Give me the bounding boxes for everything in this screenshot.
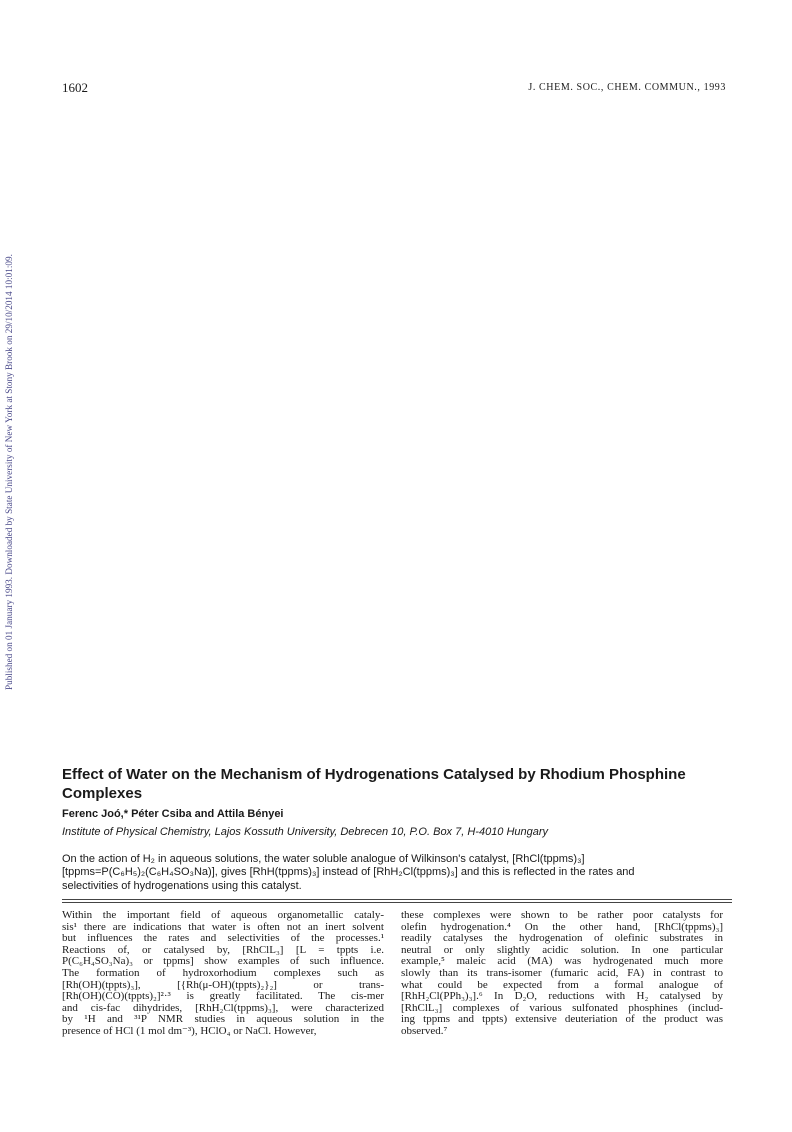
article-title: Effect of Water on the Mechanism of Hydrogenations Catalysed by Rhodium Phosphine Complexes [62, 766, 686, 802]
article-affiliation: Institute of Physical Chemistry, Lajos Kossuth University, Debrecen 10, P.O. Box 7, H-4010 Hungary [62, 826, 549, 838]
body-line: ing tppms and tppts) extensive deuteriation of the product was [401, 1013, 723, 1026]
body-line: what could be expected from a formal analogue of [401, 978, 723, 991]
body-line: presence of HCl (1 mol dm⁻³), HClO₄ or NaCl. However, [62, 1024, 317, 1037]
body-line: The formation of hydroxorhodium complexes such as [62, 966, 384, 979]
body-line: Within the important field of aqueous organometallic cataly- [62, 909, 384, 921]
body-line: [RhH₂Cl(PPh₃)₃].⁶ In D₂O, reductions with H₂ catalysed by [401, 990, 723, 1003]
body-line: observed.⁷ [401, 1024, 448, 1037]
abstract-line: On the action of H₂ in aqueous solutions, the water soluble analogue of Wilkinson's catalyst, [RhCl(tppms)₃] [62, 853, 585, 865]
journal-header: J. CHEM. SOC., CHEM. COMMUN., 1993 [528, 82, 726, 93]
body-line: slowly than its trans-isomer (fumaric acid, FA) in contrast to [401, 966, 723, 979]
body-line: and cis-fac dihydrides, [RhH₂Cl(tppms)₃], were characterized [62, 1001, 384, 1014]
abstract-line: selectivities of hydrogenations using this catalyst. [62, 879, 302, 892]
body-line: example,⁵ maleic acid (MA) was hydrogenated much more [401, 955, 723, 968]
body-line: P(C₆H₄SO₃Na)₃ or tppms] show examples of such influence. [62, 955, 384, 968]
body-line: olefin hydrogenation.⁴ On the other hand, [RhCl(tppms)₃] [401, 920, 723, 933]
body-line: neutral or only slightly acidic solution. In one particular [401, 943, 723, 956]
abstract-divider [62, 902, 732, 903]
article-authors: Ferenc Joó,* Péter Csiba and Attila Bényei [62, 808, 284, 820]
abstract-divider [62, 899, 732, 900]
body-line: [RhClL₃] complexes of various sulfonated phosphines (includ- [401, 1001, 723, 1014]
body-line: these complexes were shown to be rather poor catalysts for [401, 909, 723, 921]
body-line: readily catalyses the hydrogenation of olefinic substrates in [401, 932, 723, 945]
body-left-column [62, 910, 384, 1038]
body-line: [Rh(OH)(CO)(tppts)₂]²·³ is greatly facilitated. The cis-mer [62, 990, 384, 1003]
abstract-line: [tppms=P(C₆H₅)₂(C₆H₄SO₃Na)], gives [RhH(tppms)₃] instead of [RhH₂Cl(tppms)₃] and this is reflected in the rates and [62, 866, 635, 879]
body-line: Reactions of, or catalysed by, [RhClL₃] [L = tppts i.e. [62, 943, 384, 956]
body-line: sis¹ there are indications that water is often not an inert solvent [62, 920, 384, 933]
abstract [62, 853, 732, 893]
page-number: 1602 [62, 80, 88, 95]
body-right-column [401, 910, 723, 1038]
body-line: but influences the rates and selectivities of the processes.¹ [62, 932, 384, 945]
body-line: [Rh(OH)(tppts)₃], [{Rh(μ-OH)(tppts)₂}₂] or trans- [62, 978, 384, 991]
body-line: by ¹H and ³¹P NMR studies in aqueous solution in the [62, 1013, 384, 1026]
download-watermark[interactable]: Published on 01 January 1993. Downloaded by State University of New York at Stony Brook on 29/10/2014 10:01:09. [4, 254, 14, 690]
